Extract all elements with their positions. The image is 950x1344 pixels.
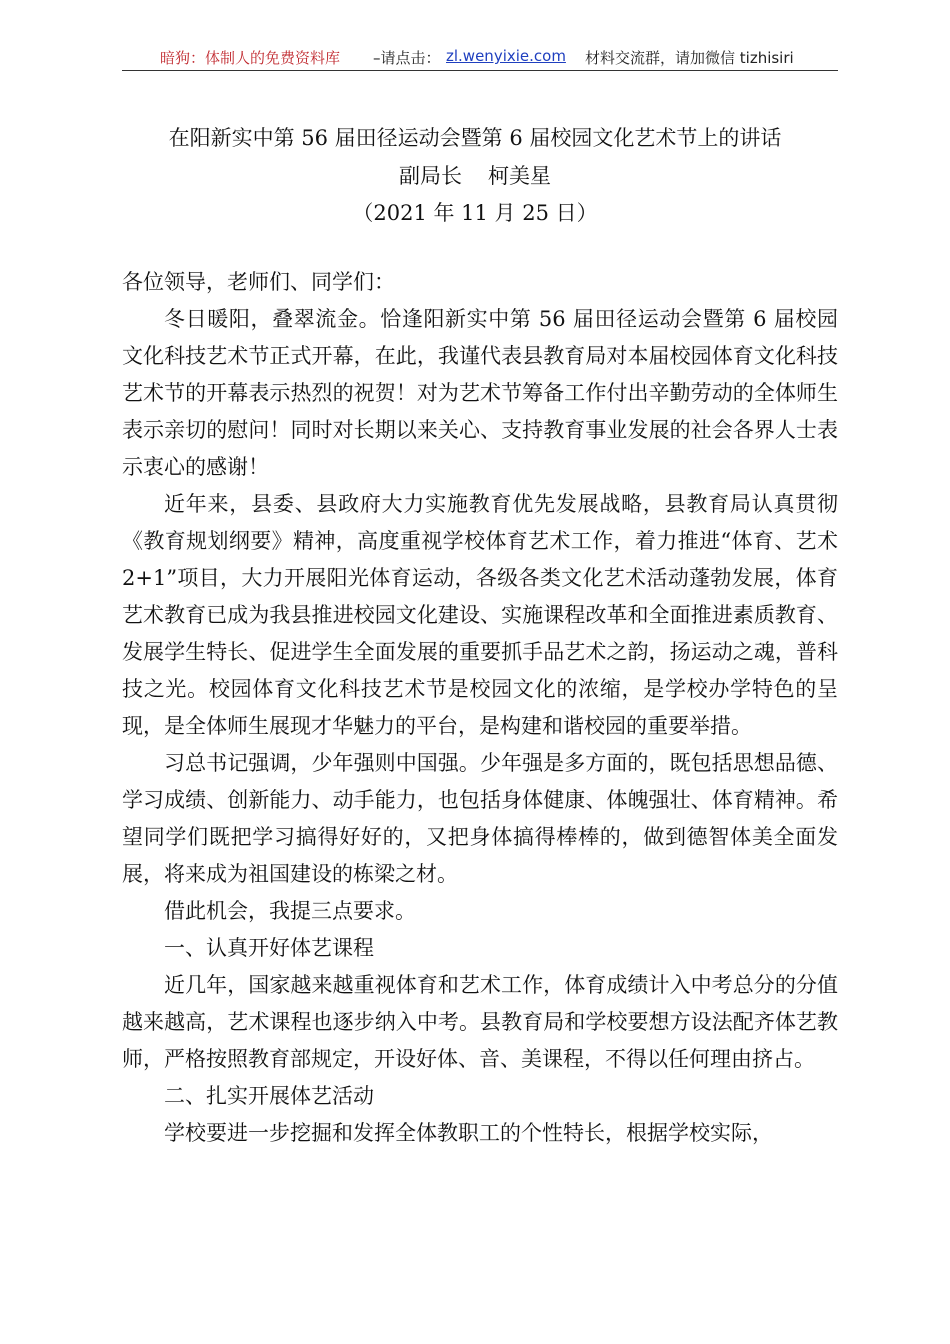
salutation: 各位领导，老师们、同学们： — [122, 270, 395, 294]
author-name: 柯美星 — [488, 164, 551, 188]
document-date: （2021 年 11 月 25 日） — [352, 201, 598, 225]
paragraph-requirements-intro: 借此机会，我提三点要求。 — [164, 899, 416, 923]
paragraph-opening: 冬日暖阳，叠翠流金。恰逢阳新实中第 56 届田径运动会暨第 6 届校园文化科技艺术节正式开幕，在此，我谨代表县教育局对本届校园体育文化科技艺术节的开幕表示热烈的祝贺！对为艺术节筹备工作付出辛勤劳动的全体师生表示亲切的慰问！同时对长期以来关心、支持教育事业发展的社会各界人士表示衷心的感谢！ — [122, 307, 838, 479]
document-author — [100, 160, 850, 190]
header-website-link[interactable]: zl.wenyixie.com — [446, 47, 566, 65]
header-brand-text: 暗狗：体制人的免费资料库 — [160, 49, 341, 67]
section-heading-1: 一、认真开好体艺课程 — [164, 936, 374, 960]
page-header — [0, 47, 950, 71]
paragraph-xi-quote: 习总书记强调，少年强则中国强。少年强是多方面的，既包括思想品德、学习成绩、创新能力、动手能力，也包括身体健康、体魄强壮、体育精神。希望同学们既把学习搞得好好的，又把身体搞得棒棒的，做到德智体美全面发展，将来成为祖国建设的栋梁之材。 — [122, 751, 838, 886]
author-role: 副局长 — [399, 164, 462, 188]
document-body — [122, 264, 838, 1152]
paragraph-section-1: 近几年，国家越来越重视体育和艺术工作，体育成绩计入中考总分的分值越来越高，艺术课程也逐步纳入中考。县教育局和学校要想方设法配齐体艺教师，严格按照教育部规定，开设好体、音、美课程，不得以任何理由挤占。 — [122, 973, 838, 1071]
section-heading-2: 二、扎实开展体艺活动 — [164, 1084, 374, 1108]
paragraph-section-2: 学校要进一步挖掘和发挥全体教职工的个性特长，根据学校实际， — [164, 1121, 773, 1145]
header-prompt-text: –请点击： — [373, 49, 441, 67]
document-title: 在阳新实中第 56 届田径运动会暨第 6 届校园文化艺术节上的讲话 — [168, 126, 782, 150]
paragraph-background: 近年来，县委、县政府大力实施教育优先发展战略，县教育局认真贯彻《教育规划纲要》精神，高度重视学校体育艺术工作，着力推进“体育、艺术 2+1”项目，大力开展阳光体育运动，各级各类文化艺术活动蓬勃发展，体育艺术教育已成为我县推进校园文化建设、实施课程改革和全面推进素质教育、发展学生特长、促进学生全面发展的重要抓手品艺术之韵，扬运动之魂，普科技之光。校园体育文化科技艺术节是校园文化的浓缩，是学校办学特色的呈现，是全体师生展现才华魅力的平台，是构建和谐校园的重要举措。 — [122, 492, 838, 738]
header-wechat-text: 材料交流群，请加微信 tizhisiri — [585, 49, 794, 67]
header-divider — [122, 70, 838, 71]
